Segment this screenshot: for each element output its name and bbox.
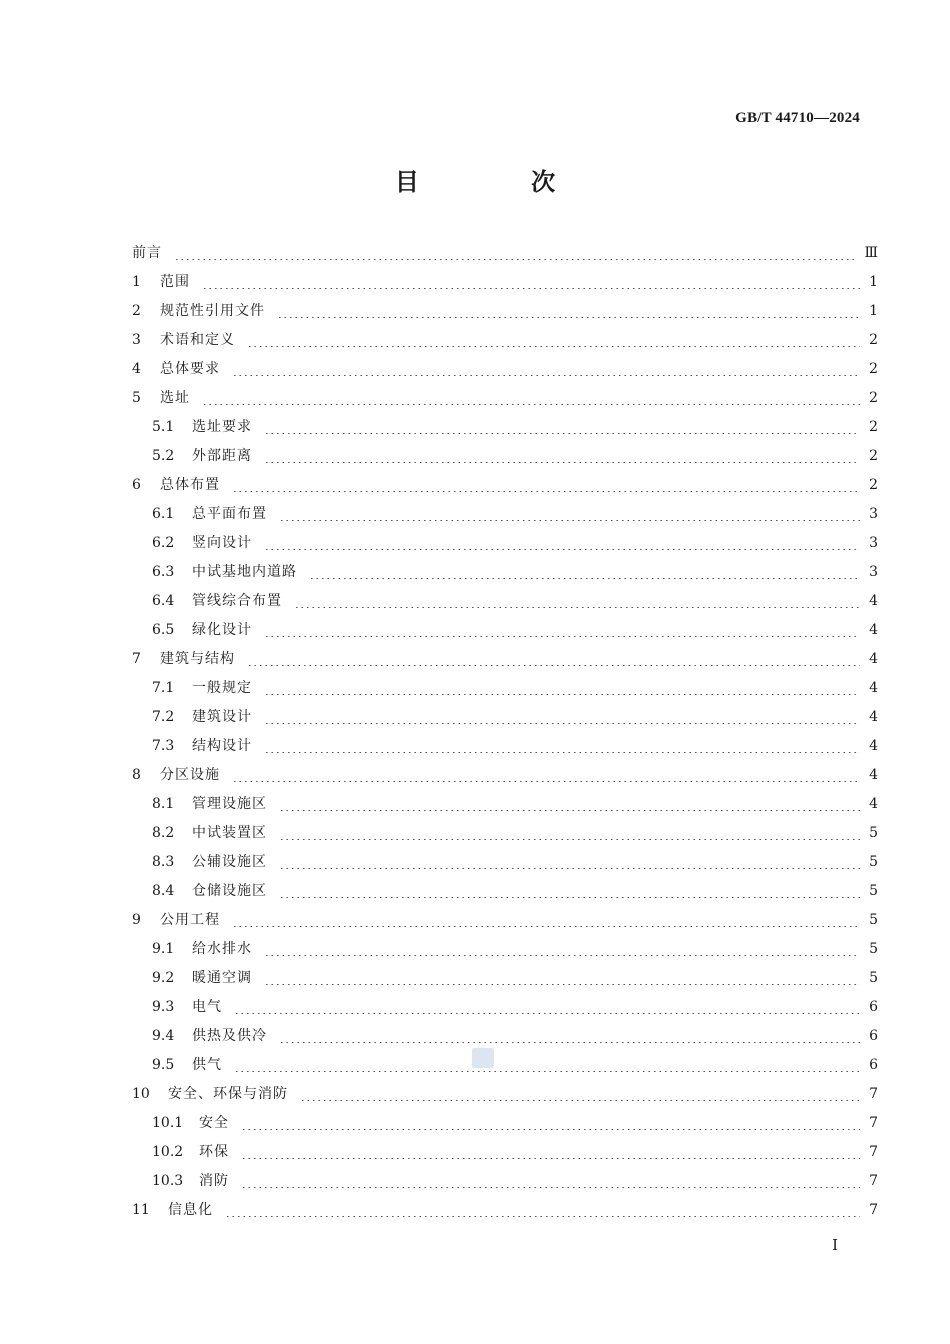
toc-entry-page: 2 [869, 361, 878, 377]
toc-entry-title: 绿化设计 [192, 622, 252, 638]
dot-leader [279, 857, 860, 869]
dot-leader [264, 625, 860, 637]
dot-leader [264, 451, 860, 463]
dot-leader [232, 770, 860, 782]
toc-entry-number: 7.3 [152, 738, 175, 754]
toc-entry-title: 选址 [160, 390, 190, 406]
toc-entry[interactable] [132, 848, 878, 877]
toc-entry-number: 6 [132, 477, 141, 493]
toc-entry-page: 6 [869, 999, 878, 1015]
toc-entry-title: 竖向设计 [192, 535, 252, 551]
toc-entry-number: 3 [132, 332, 141, 348]
toc-entry-title: 管线综合布置 [192, 593, 282, 609]
toc-entry-title: 中试基地内道路 [192, 564, 297, 580]
toc-entry-title: 前言 [132, 245, 162, 261]
dot-leader [225, 1205, 860, 1217]
toc-entry[interactable] [132, 732, 878, 761]
toc-entry-number: 8 [132, 767, 141, 783]
toc-entry-page: 3 [869, 535, 878, 551]
dot-leader [277, 306, 860, 318]
toc-entry-page: 4 [869, 651, 878, 667]
toc-entry-title: 一般规定 [192, 680, 252, 696]
toc-entry-title: 供热及供冷 [192, 1028, 267, 1044]
toc-entry[interactable] [132, 442, 878, 471]
toc-entry-page: 1 [869, 303, 878, 319]
toc-entry[interactable] [132, 761, 878, 790]
toc-entry[interactable] [132, 906, 878, 935]
toc-entry[interactable] [132, 935, 878, 964]
toc-entry[interactable] [132, 616, 878, 645]
toc-entry-title: 建筑设计 [192, 709, 252, 725]
toc-entry-title: 安全 [199, 1115, 229, 1131]
dot-leader [241, 1147, 860, 1159]
toc-entry[interactable] [132, 993, 878, 1022]
toc-entry-number: 6.4 [152, 593, 175, 609]
dot-leader [300, 1089, 860, 1101]
toc-entry[interactable] [132, 384, 878, 413]
toc-entry-title: 管理设施区 [192, 796, 267, 812]
toc-entry-title: 总平面布置 [192, 506, 267, 522]
toc-entry[interactable] [132, 268, 878, 297]
toc-entry-page: 2 [869, 477, 878, 493]
toc-entry-number: 9.1 [152, 941, 175, 957]
toc-entry[interactable] [132, 1167, 878, 1196]
dot-leader [279, 799, 860, 811]
page-title: 目 次 [394, 168, 608, 196]
dot-leader [294, 596, 860, 608]
toc-entry-number: 9 [132, 912, 141, 928]
toc-entry[interactable] [132, 1196, 878, 1225]
toc-entry-page: 4 [869, 738, 878, 754]
toc-entry-number: 8.2 [152, 825, 175, 841]
toc-entry[interactable] [132, 964, 878, 993]
toc-entry-page: 1 [869, 274, 878, 290]
toc-entry-title: 范围 [160, 274, 190, 290]
footer-page-number: I [832, 1236, 838, 1254]
toc-entry-title: 规范性引用文件 [160, 303, 265, 319]
toc-entry-page: 5 [869, 825, 878, 841]
dot-leader [264, 973, 860, 985]
toc-entry-page: 5 [869, 970, 878, 986]
toc-entry-title: 分区设施 [160, 767, 220, 783]
toc-entry[interactable] [132, 1022, 878, 1051]
toc-entry-page: 3 [869, 564, 878, 580]
toc-entry-page: 7 [869, 1144, 878, 1160]
toc-entry[interactable] [132, 1080, 878, 1109]
dot-leader [264, 422, 860, 434]
toc-entry-number: 6.1 [152, 506, 175, 522]
toc-entry-page: 4 [869, 593, 878, 609]
toc-entry-number: 8.1 [152, 796, 175, 812]
dot-leader [241, 1176, 860, 1188]
dot-leader [247, 335, 860, 347]
toc-entry-title: 供气 [192, 1057, 222, 1073]
toc-entry-title: 选址要求 [192, 419, 252, 435]
toc-entry-title: 消防 [199, 1173, 229, 1189]
toc-entry-number: 7 [132, 651, 141, 667]
toc-entry[interactable] [132, 1051, 878, 1080]
toc-entry-page: 6 [869, 1028, 878, 1044]
toc-entry-title: 暖通空调 [192, 970, 252, 986]
toc-entry-page: 4 [869, 709, 878, 725]
toc-entry[interactable] [132, 529, 878, 558]
toc-entry-number: 7.1 [152, 680, 175, 696]
toc-entry-title: 给水排水 [192, 941, 252, 957]
toc-entry[interactable] [132, 703, 878, 732]
toc-entry-title: 建筑与结构 [160, 651, 235, 667]
toc-entry-page: 5 [869, 854, 878, 870]
dot-leader [264, 683, 860, 695]
dot-leader [232, 915, 860, 927]
toc-entry-number: 6.3 [152, 564, 175, 580]
toc-entry-page: 2 [869, 448, 878, 464]
toc-entry-title: 术语和定义 [160, 332, 235, 348]
toc-entry-number: 10 [132, 1086, 150, 1102]
dot-leader [264, 538, 860, 550]
toc-entry-number: 9.2 [152, 970, 175, 986]
toc-entry[interactable] [132, 1138, 878, 1167]
dot-leader [232, 480, 860, 492]
toc-entry[interactable] [132, 819, 878, 848]
dot-leader [279, 1031, 860, 1043]
toc-entry-number: 5 [132, 390, 141, 406]
dot-leader [202, 393, 860, 405]
watermark-logo [472, 1048, 494, 1068]
toc-entry-number: 6.2 [152, 535, 175, 551]
toc-entry-page: 4 [869, 796, 878, 812]
toc-entry-number: 9.3 [152, 999, 175, 1015]
toc-entry[interactable] [132, 326, 878, 355]
dot-leader [264, 712, 860, 724]
toc-entry-page: 4 [869, 767, 878, 783]
toc-entry[interactable] [132, 587, 878, 616]
toc-entry[interactable] [132, 558, 878, 587]
toc-entry-number: 1 [132, 274, 141, 290]
dot-leader [264, 944, 860, 956]
dot-leader [234, 1060, 860, 1072]
dot-leader [279, 509, 860, 521]
toc-entry[interactable] [132, 413, 878, 442]
toc-entry-title: 中试装置区 [192, 825, 267, 841]
toc-entry-page: 4 [869, 680, 878, 696]
toc-entry-number: 9.4 [152, 1028, 175, 1044]
toc-entry[interactable] [132, 877, 878, 906]
toc-entry-page: 2 [869, 332, 878, 348]
toc-entry[interactable] [132, 790, 878, 819]
toc-entry-page: 7 [869, 1115, 878, 1131]
dot-leader [241, 1118, 860, 1130]
toc-entry-title: 总体布置 [160, 477, 220, 493]
table-of-contents [132, 239, 878, 1225]
toc-entry[interactable] [132, 645, 878, 674]
toc-entry-page: 4 [869, 622, 878, 638]
toc-entry-number: 4 [132, 361, 141, 377]
toc-entry-title: 总体要求 [160, 361, 220, 377]
dot-leader [279, 886, 860, 898]
dot-leader [234, 1002, 860, 1014]
dot-leader [309, 567, 860, 579]
dot-leader [247, 654, 860, 666]
toc-entry-title: 电气 [192, 999, 222, 1015]
toc-entry-number: 8.4 [152, 883, 175, 899]
toc-entry-page: 3 [869, 506, 878, 522]
dot-leader [174, 248, 856, 260]
dot-leader [202, 277, 860, 289]
toc-entry[interactable] [132, 471, 878, 500]
toc-entry-number: 5.1 [152, 419, 175, 435]
toc-entry-number: 6.5 [152, 622, 175, 638]
toc-entry-page: 2 [869, 390, 878, 406]
toc-entry-number: 5.2 [152, 448, 175, 464]
toc-entry[interactable] [132, 297, 878, 326]
toc-entry-page: 7 [869, 1173, 878, 1189]
toc-entry-title: 外部距离 [192, 448, 252, 464]
toc-entry-page: 5 [869, 883, 878, 899]
toc-entry[interactable] [132, 239, 878, 268]
toc-entry-title: 环保 [199, 1144, 229, 1160]
toc-entry-page: 6 [869, 1057, 878, 1073]
toc-entry-number: 2 [132, 303, 141, 319]
toc-entry[interactable] [132, 500, 878, 529]
toc-entry-number: 10.2 [152, 1144, 184, 1160]
toc-entry[interactable] [132, 355, 878, 384]
toc-entry-page: Ⅲ [864, 245, 878, 261]
toc-entry-number: 7.2 [152, 709, 175, 725]
toc-entry-page: 7 [869, 1086, 878, 1102]
dot-leader [264, 741, 860, 753]
toc-entry-number: 10.1 [152, 1115, 184, 1131]
toc-entry-title: 仓储设施区 [192, 883, 267, 899]
standard-code: GB/T 44710—2024 [735, 110, 860, 126]
toc-entry-title: 安全、环保与消防 [168, 1086, 288, 1102]
toc-entry-title: 公用工程 [160, 912, 220, 928]
dot-leader [279, 828, 860, 840]
toc-entry[interactable] [132, 674, 878, 703]
toc-entry-number: 9.5 [152, 1057, 175, 1073]
toc-entry-number: 11 [132, 1202, 150, 1218]
toc-entry[interactable] [132, 1109, 878, 1138]
toc-entry-number: 10.3 [152, 1173, 184, 1189]
toc-entry-title: 结构设计 [192, 738, 252, 754]
toc-entry-number: 8.3 [152, 854, 175, 870]
toc-entry-page: 5 [869, 941, 878, 957]
dot-leader [232, 364, 860, 376]
toc-entry-page: 7 [869, 1202, 878, 1218]
toc-entry-page: 2 [869, 419, 878, 435]
toc-entry-page: 5 [869, 912, 878, 928]
toc-entry-title: 公辅设施区 [192, 854, 267, 870]
toc-entry-title: 信息化 [168, 1202, 213, 1218]
